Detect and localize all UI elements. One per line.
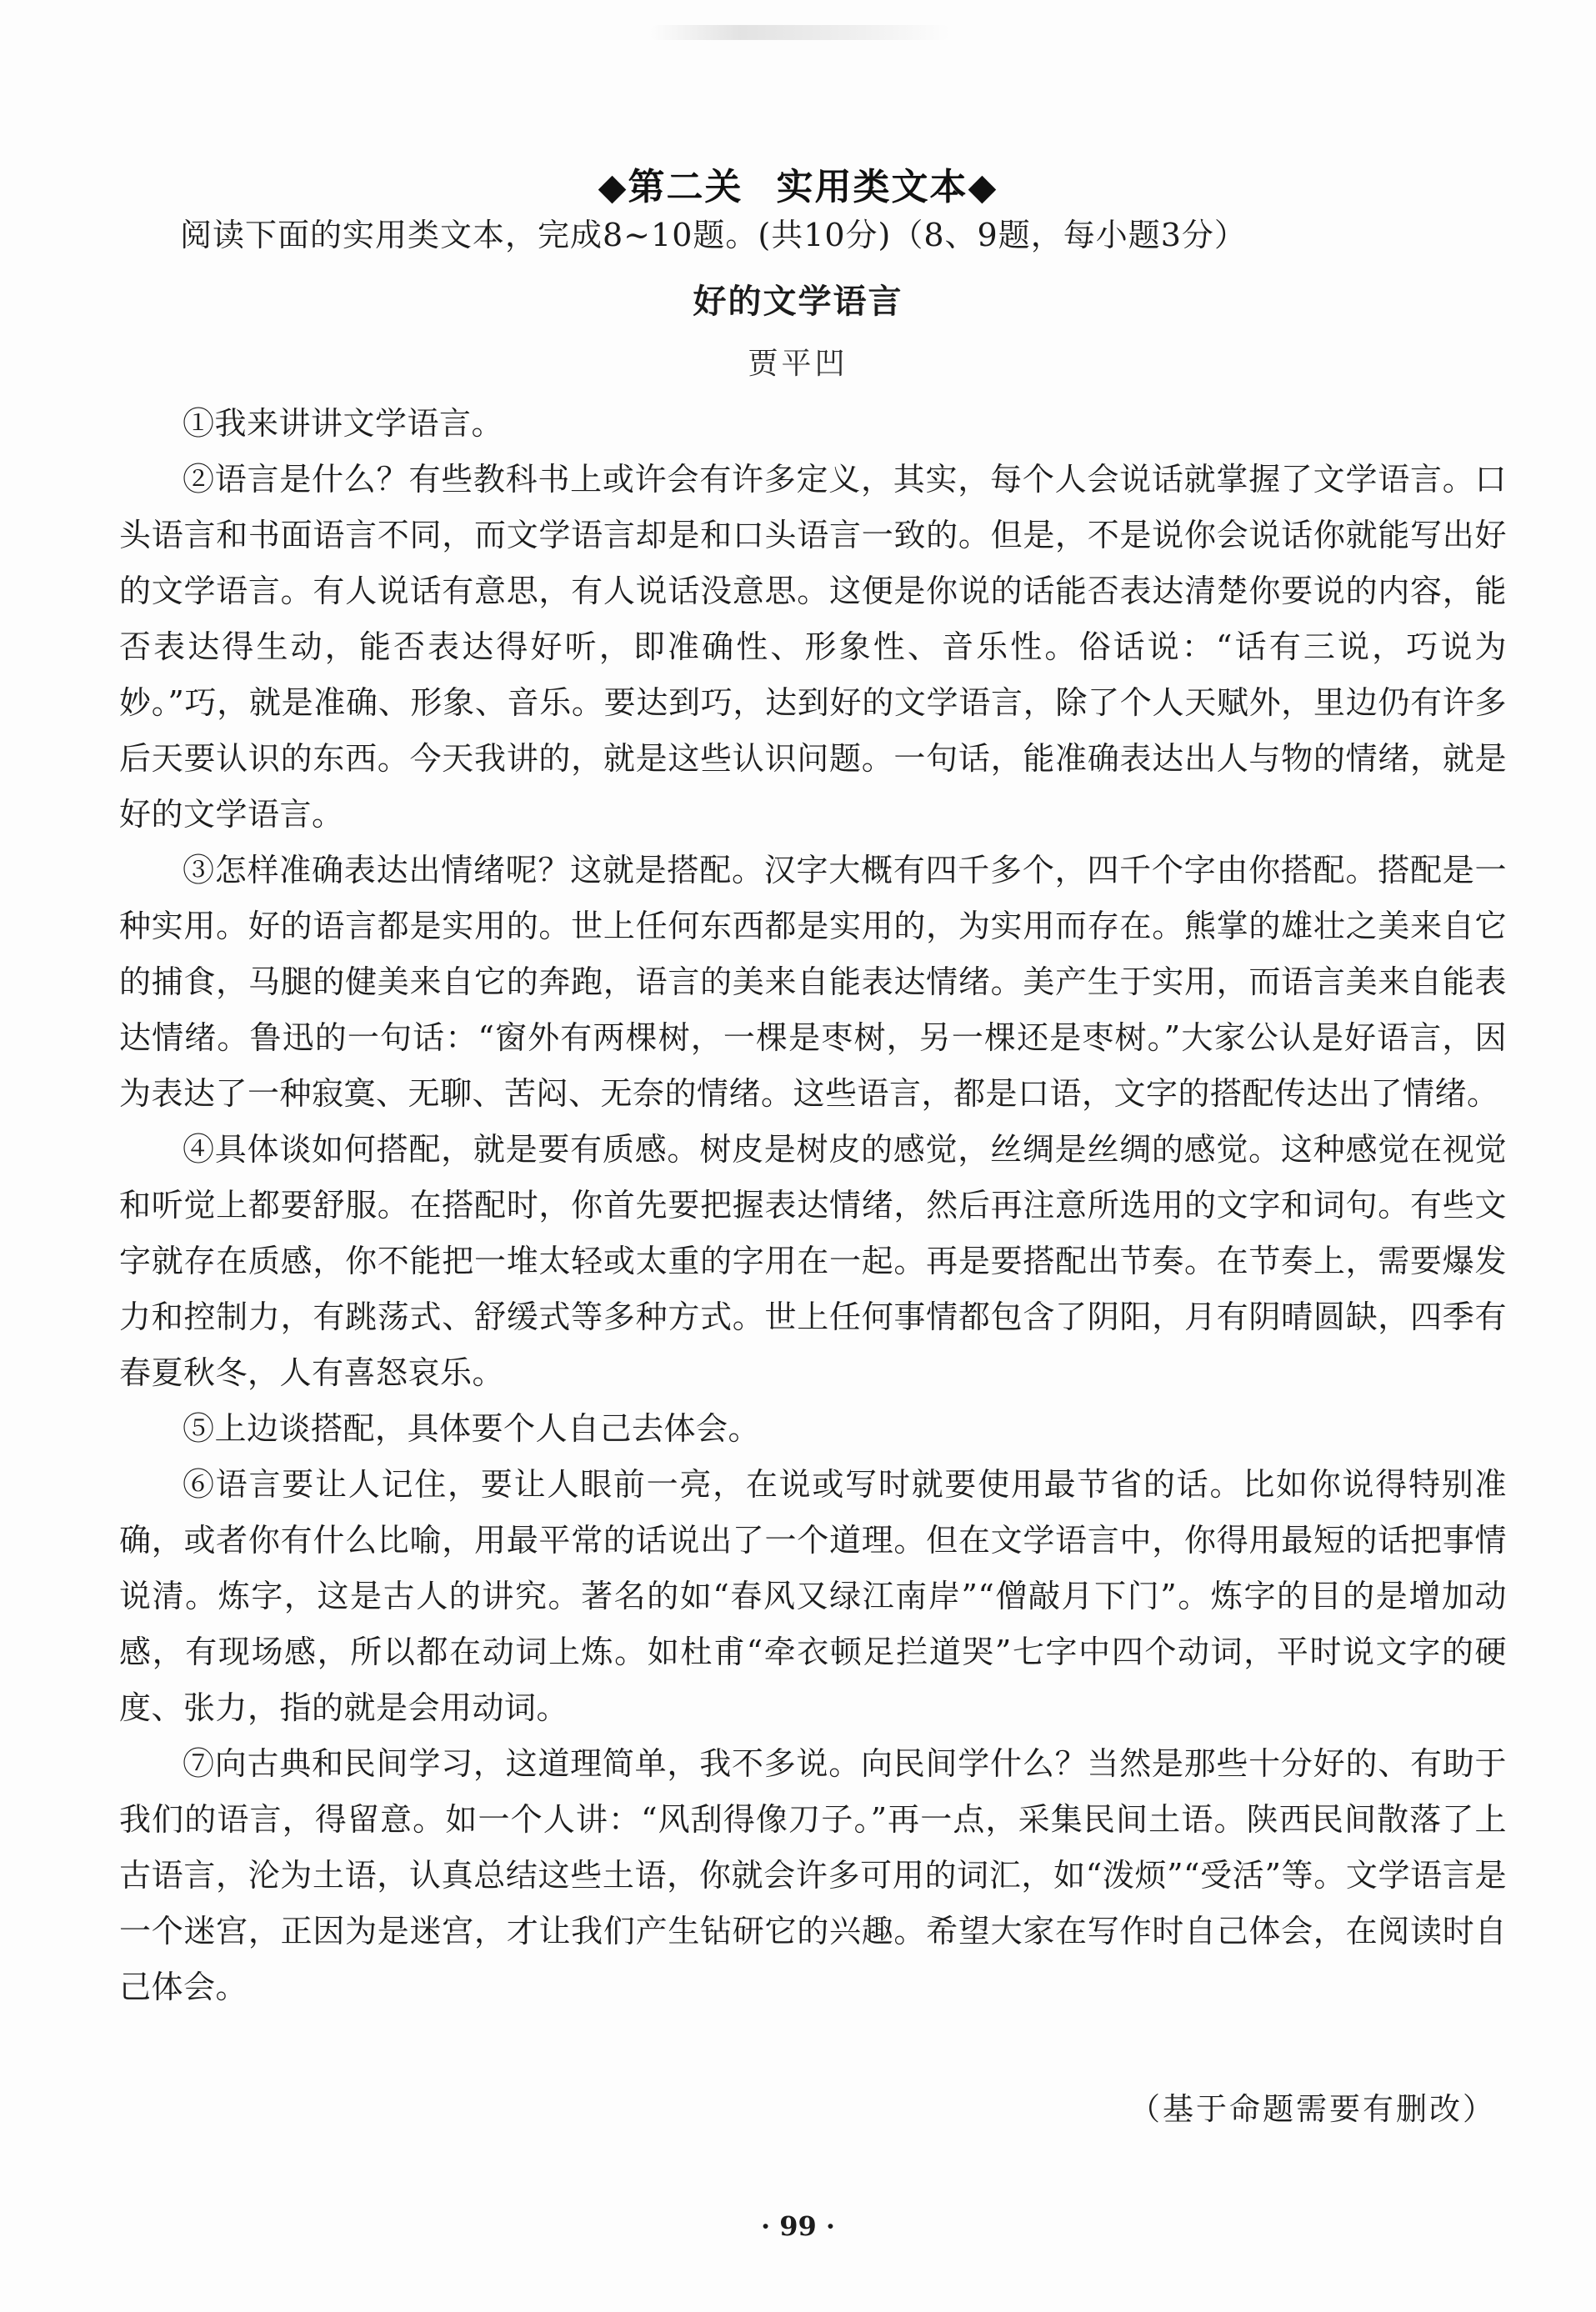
- article-author: 贾平凹: [748, 347, 848, 381]
- paragraph-3: ③怎样准确表达出情绪呢？这就是搭配。汉字大概有四千多个，四千个字由你搭配。搭配是一种实用。好的语言都是实用的。世上任何东西都是实用的，为实用而存在。熊掌的雄壮之美来自它的捕食，马腿的健美来自它的奔跑，语言的美来自能表达情绪。美产生于实用，而语言美来自能表达情绪。鲁迅的一句话：“窗外有两棵树，一棵是枣树，另一棵还是枣树。”大家公认是好语言，因为表达了一种寂寞、无聊、苦闷、无奈的情绪。这些语言，都是口语，文字的搭配传达出了情绪。: [119, 852, 1507, 1112]
- paragraph-2: ②语言是什么？有些教科书上或许会有许多定义，其实，每个人会说话就掌握了文学语言。口头语言和书面语言不同，而文学语言却是和口头语言一致的。但是，不是说你会说话你就能写出好的文学语言。有人说话有意思，有人说话没意思。这便是你说的话能否表达清楚你要说的内容，能否表达得生动，能否表达得好听，即准确性、形象性、音乐性。俗话说：“话有三说，巧说为妙。”巧，就是准确、形象、音乐。要达到巧，达到好的文学语言，除了个人天赋外，里边仍有许多后天要认识的东西。今天我讲的，就是这些认识问题。一句话，能准确表达出人与物的情绪，就是好的文学语言。: [119, 461, 1507, 833]
- article-title: 好的文学语言: [693, 283, 903, 321]
- diamond-icon-right: ◆: [968, 166, 998, 208]
- source-note: （基于命题需要有删改）: [1129, 2091, 1496, 2127]
- question-instruction: 阅读下面的实用类文本，完成8~10题。(共10分)（8、9题，每小题3分）: [180, 217, 1247, 253]
- section-subtitle: 实用类文本: [776, 166, 968, 208]
- paragraph-6: ⑥语言要让人记住，要让人眼前一亮，在说或写时就要使用最节省的话。比如你说得特别准确，或者你有什么比喻，用最平常的话说出了一个道理。但在文学语言中，你得用最短的话把事情说清。炼字，这是古人的讲究。著名的如“春风又绿江南岸”“僧敲月下门”。炼字的目的是增加动感，有现场感，所以都在动词上炼。如杜甫“牵衣顿足拦道哭”七字中四个动词，平时说文字的硬度、张力，指的就是会用动词。: [119, 1466, 1507, 1726]
- article-body: [119, 396, 1507, 2015]
- scan-smudge: [650, 25, 950, 40]
- diamond-icon-left: ◆: [598, 166, 628, 208]
- section-name: 第二关: [628, 166, 743, 208]
- paragraph-4: ④具体谈如何搭配，就是要有质感。树皮是树皮的感觉，丝绸是丝绸的感觉。这种感觉在视觉和听觉上都要舒服。在搭配时，你首先要把握表达情绪，然后再注意所选用的文字和词句。有些文字就存在质感，你不能把一堆太轻或太重的字用在一起。再是要搭配出节奏。在节奏上，需要爆发力和控制力，有跳荡式、舒缓式等多种方式。世上任何事情都包含了阴阳，月有阴晴圆缺，四季有春夏秋冬，人有喜怒哀乐。: [119, 1131, 1507, 1391]
- paragraph-7: ⑦向古典和民间学习，这道理简单，我不多说。向民间学什么？当然是那些十分好的、有助于我们的语言，得留意。如一个人讲：“风刮得像刀子。”再一点，采集民间土语。陕西民间散落了上古语言，沦为土语，认真总结这些土语，你就会许多可用的词汇，如“泼烦”“受活”等。文学语言是一个迷宫，正因为是迷宫，才让我们产生钻研它的兴趣。希望大家在写作时自己体会，在阅读时自己体会。: [119, 1745, 1507, 2005]
- page-number: · 99 ·: [760, 2210, 836, 2242]
- section-title: [0, 157, 1596, 210]
- paragraph-1: ①我来讲讲文学语言。: [183, 405, 504, 442]
- paragraph-5: ⑤上边谈搭配，具体要个人自己去体会。: [183, 1410, 761, 1447]
